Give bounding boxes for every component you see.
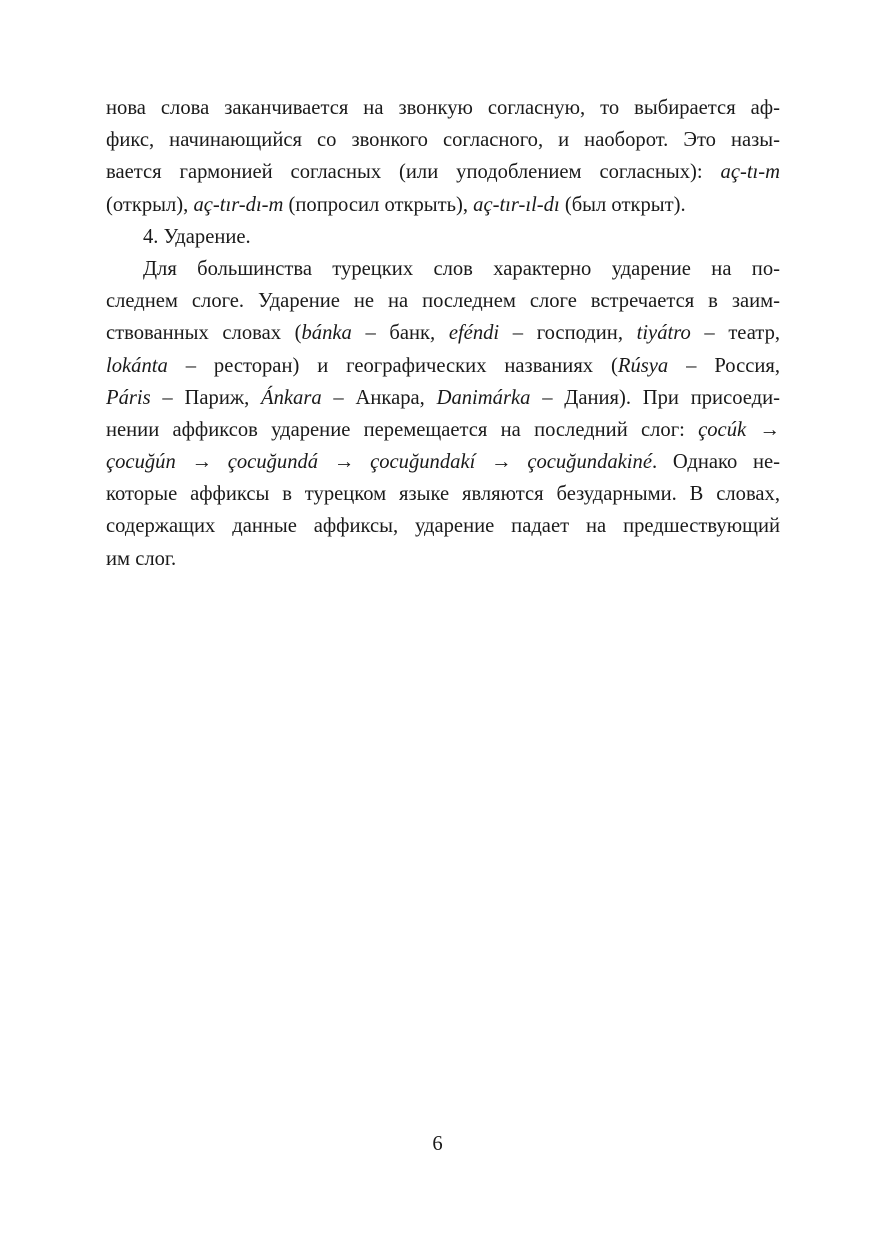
arrow-symbol: → [475,451,528,474]
text-line: фикс, начинающийся со звонкого согласного, и наоборот. Это назы- [106,129,780,152]
text-line: содержащих данные аффиксы, ударение падает на предшествующий [106,515,780,538]
text-line [106,382,780,414]
turkish-example: lokánta [106,354,168,377]
text-run: – Париж, [150,386,261,409]
text-line: нова слова заканчивается на звонкую согласную, то выбирается аф- [106,97,780,119]
arrow-symbol: → [175,451,228,474]
turkish-example: aç-tı-m [720,161,780,184]
section-heading: 4. Ударение. [143,225,251,248]
text-line [106,414,780,446]
text-run: (открыл), [106,193,194,216]
text-run: ствованных словах ( [106,322,302,345]
turkish-example: eféndi [448,322,500,345]
text-line: им слог. [106,547,177,570]
text-line [106,350,780,382]
turkish-example: tiyátro [636,322,691,345]
turkish-example: çocuğundakí [370,451,476,474]
text-run: – ресторан) и географических названиях ( [167,354,618,377]
text-line: которые аффиксы в турецком языке являются безударными. В словах, [106,483,780,506]
text-run: (попросил открыть), [283,193,474,216]
text-run: – банк [351,322,431,345]
turkish-example: Páris [106,386,151,409]
text-run: – господин [499,322,618,345]
text-line: следнем слоге. Ударение не на последнем слоге встречается в заим- [106,290,780,313]
turkish-example: bánka [301,322,352,345]
arrow-symbol: → [746,418,780,441]
text-line [106,317,780,349]
page-number: 6 [432,1133,443,1155]
text-line [106,446,780,478]
text-run: – Дания). При присоеди- [530,386,780,409]
text-line [106,156,780,188]
text-run: нении аффиксов ударение перемещается на последний слог: [106,418,699,441]
turkish-example: Rúsya [617,354,669,377]
turkish-example: aç-tır-dı-m [193,193,284,216]
text-line: Для большинства турецких слов характерно ударение на по- [143,257,780,280]
text-run: , [430,322,449,345]
text-run: , [617,322,637,345]
text-run: – театр, [690,322,781,345]
text-run: – Анкара, [321,386,437,409]
text-run: (был открыт). [559,193,686,216]
text-run: . Однако не- [651,451,781,474]
turkish-example: çocuğundakiné [527,451,652,474]
turkish-example: çocúk [698,418,747,441]
arrow-symbol: → [318,451,371,474]
turkish-example: Ánkara [261,386,322,409]
turkish-example: çocuğundá [227,451,319,474]
turkish-example: aç-tır-ıl-dı [473,193,560,216]
turkish-example: çocuğún [106,451,176,474]
turkish-example: Danimárka [436,386,531,409]
text-run: вается гармонией согласных (или уподоблением согласных): [106,161,721,184]
page-body [106,92,780,575]
text-line [106,189,780,221]
text-run: – Россия, [668,354,780,377]
